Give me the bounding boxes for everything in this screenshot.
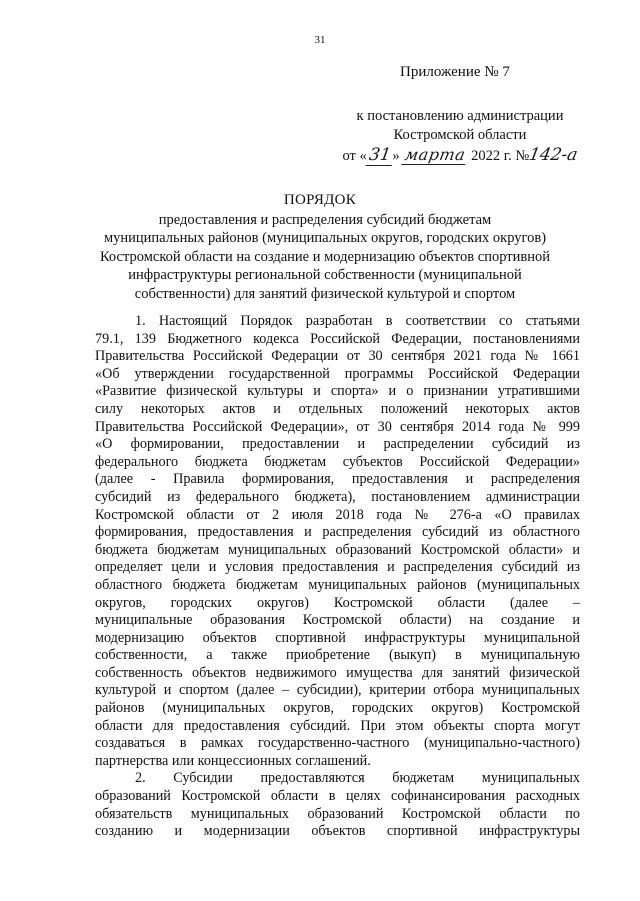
page-number: 31 [314, 34, 326, 46]
body-line: 79.1, 139 Бюджетного кодекса Российской Федерации, постановлениями [95, 330, 580, 347]
date-mid: » [392, 148, 400, 164]
handwritten-decree-number: 142-а [527, 145, 580, 165]
decree-line-2: Костромской области [393, 127, 527, 143]
body-line: «Об утверждении государственной программы Российской Федерации [95, 365, 580, 382]
body-text [95, 313, 580, 841]
body-line: силу некоторых актов и отдельных положений некоторых актов [95, 400, 580, 417]
decree-reference [310, 107, 610, 166]
body-line: бюджета бюджетам муниципальных образований Костромской области» и [95, 541, 580, 558]
subtitle-line: собственности) для занятий физической культурой и спортом [134, 285, 516, 302]
handwritten-day: 31 [365, 146, 393, 166]
body-line: 2. Субсидии предоставляются бюджетам муниципальных [135, 770, 580, 787]
body-line: округов, городских округов) Костромской области (далее – [95, 594, 580, 611]
body-line: (далее - Правила формирования, предоставления и распределения [95, 471, 580, 488]
body-line: областного бюджета бюджетам муниципальных районов (муниципальных [95, 576, 580, 593]
body-line: «Развитие физической культуры и спорта» и о признании утратившими [95, 383, 580, 400]
body-line: модернизацию объектов спортивной инфраструктуры муниципальной [95, 629, 580, 646]
subtitle-line: Костромской области на создание и модернизацию объектов спортивной [99, 248, 550, 265]
body-line: районов (муниципальных округов, городских округов) Костромской [95, 700, 580, 717]
body-line: образований Костромской области в целях софинансирования расходных [95, 788, 580, 805]
document-subtitle [70, 211, 580, 303]
body-line: собственность объектов недвижимого имущества для занятий физической [95, 664, 580, 681]
body-line: обязательств муниципальных образований Костромской области по [95, 805, 580, 822]
body-line: собственности, а также приобретение (выкуп) в муниципальную [95, 647, 580, 664]
document-title: ПОРЯДОК [283, 192, 357, 208]
handwritten-month: марта [402, 145, 470, 165]
subtitle-line: инфраструктуры региональной собственности (муниципальной [128, 267, 522, 284]
decree-date-line [310, 145, 610, 166]
body-line: Правительства Российской Федерации от 30 сентября 2021 года № 1661 [95, 348, 580, 365]
body-line: субсидий из федерального бюджета), постановлением администрации [95, 488, 580, 505]
body-line: Костромской области от 2 июля 2018 года № 276-а «О правилах [95, 506, 580, 523]
body-line: 1. Настоящий Порядок разработан в соответствии со статьями [135, 313, 580, 329]
body-line: партнерства или концессионных соглашений. [95, 752, 371, 769]
decree-line-1: к постановлению администрации [356, 108, 564, 124]
body-line: формирования, предоставления и распределения субсидий из областного [95, 524, 580, 541]
body-line: культурой и спортом (далее – субсидии), критерии отбора муниципальных [95, 682, 580, 699]
body-line: созданию и модернизации объектов спортивной инфраструктуры [95, 823, 580, 840]
date-prefix: от « [342, 148, 367, 164]
body-line: создаваться в рамках государственно-частного (муниципально-частного) [95, 735, 580, 752]
subtitle-line: муниципальных районов (муниципальных округов, городских округов) [103, 230, 547, 247]
date-year: 2022 г. № [471, 148, 530, 164]
subtitle-line: предоставления и распределения субсидий бюджетам [158, 212, 492, 228]
body-line: федерального бюджета бюджетам субъектов Российской Федерации» [95, 453, 580, 470]
body-line: области для предоставления субсидий. При этом объекты спорта могут [95, 717, 580, 734]
body-line: «О формировании, предоставлении и распределении субсидий из [95, 436, 580, 453]
body-line: Правительства Российской Федерации», от 30 сентября 2014 года № 999 [95, 418, 580, 435]
body-line: муниципальные образования Костромской области) на создание и [95, 612, 580, 629]
body-line: определяет цели и условия предоставления и распределения субсидий из [95, 559, 580, 576]
appendix-title: Приложение № 7 [400, 64, 510, 80]
